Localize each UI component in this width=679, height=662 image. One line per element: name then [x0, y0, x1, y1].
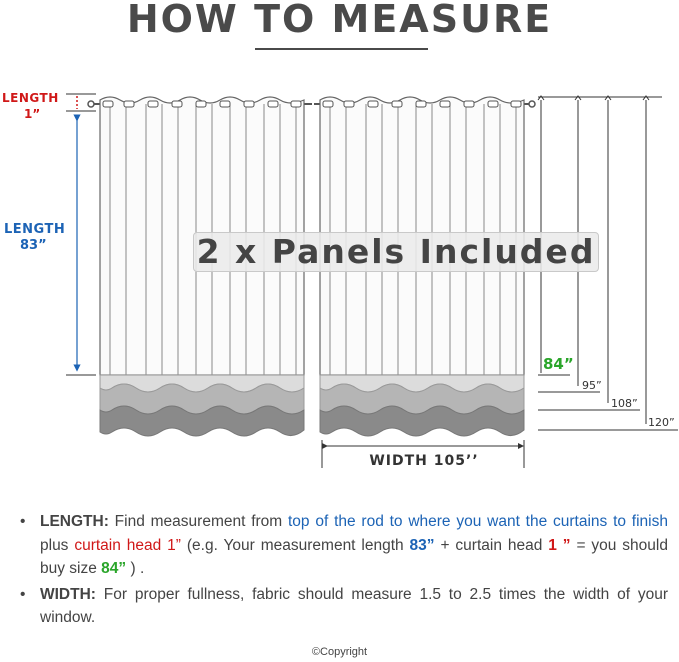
bullet-dot: •	[20, 513, 26, 530]
length-value-83: 83”	[409, 536, 435, 554]
length-text-7: + curtain head	[434, 536, 549, 554]
length-instruction	[20, 510, 668, 581]
length-text-5: (e.g. Your measurement length	[180, 536, 410, 554]
length-key: LENGTH:	[40, 513, 109, 530]
body-length-label: LENGTH	[4, 222, 66, 237]
length-text-1: Find measurement from	[108, 513, 288, 530]
width-text: For proper fullness, fabric should measure 1.5 to 2.5 times the width of your window.	[40, 585, 668, 626]
size-108-label: 108”	[611, 397, 638, 410]
body-length-dimension	[66, 118, 96, 375]
head-length-value: 1”	[24, 107, 41, 121]
size-120-label: 120”	[648, 416, 675, 429]
panels-included-badge: 2 x Panels Included	[193, 232, 599, 272]
size-84-label: 84”	[543, 355, 574, 373]
length-text-3: plus	[40, 536, 75, 554]
copyright: ©Copyright	[311, 646, 368, 658]
width-label: WIDTH 105’’	[369, 453, 479, 469]
body-length-value: 83”	[20, 238, 47, 253]
length-text-rod: top of the rod to where you want the curtains to finish	[288, 513, 668, 530]
bullet-dot: •	[20, 585, 26, 603]
length-text-9: = you should buy size	[40, 536, 668, 577]
width-instruction	[20, 583, 668, 630]
page-title: HOW TO MEASURE	[126, 0, 553, 41]
length-text-head: curtain head 1”	[74, 536, 181, 554]
size-95-label: 95”	[582, 379, 602, 392]
length-value-84: 84”	[101, 560, 127, 577]
head-length-label: LENGTH	[2, 91, 59, 105]
length-value-1: 1 ”	[548, 536, 571, 554]
width-key: WIDTH:	[40, 585, 96, 603]
length-text-11: ) .	[126, 560, 145, 577]
instructions	[20, 510, 668, 630]
